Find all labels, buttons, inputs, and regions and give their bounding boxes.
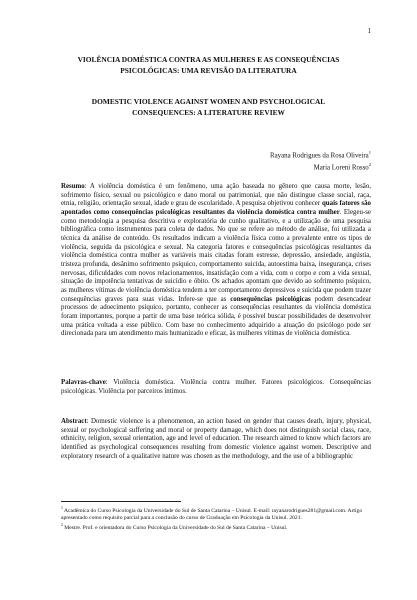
footnote-1 bbox=[61, 505, 371, 522]
resumo-highlight-objective: quais fatores são apontados como consequências psicológicas resultantes da violência doméstica contra mulher bbox=[61, 200, 371, 216]
title-pt-line-2: PSICOLÓGICAS: UMA REVISÃO DA LITERATURA bbox=[120, 65, 297, 75]
footnote-2-mark: 2 bbox=[61, 523, 63, 528]
page-number: 1 bbox=[367, 27, 371, 35]
footnotes bbox=[61, 505, 371, 532]
keywords-label: Palavras-chave bbox=[61, 379, 106, 386]
footnote-2 bbox=[61, 522, 371, 532]
author-2 bbox=[314, 160, 371, 172]
author-1-footnote-mark: 1 bbox=[368, 150, 371, 155]
footnote-2-text: Mestre. Prof. e orientadora do Curso Psicologia da Universidade do Sul de Santa Catarina – Unisul. bbox=[62, 524, 288, 531]
resumo-label: Resumo bbox=[61, 183, 85, 190]
author-1 bbox=[270, 148, 371, 160]
author-1-name: Rayana Rodrigues da Rosa Oliveira bbox=[270, 152, 369, 160]
footnote-divider bbox=[61, 501, 181, 502]
footnote-1-mark: 1 bbox=[61, 506, 63, 510]
resumo-highlight-consequences: consequências psicológicas bbox=[230, 295, 311, 303]
title-english bbox=[50, 97, 367, 118]
footnote-1-text: Acadêmica do Curso Psicologia da Universidade do Sul de Santa Catarina – Unisul. E-mail: rayanarodrigues281@gmail.com. Artigo apresentado como requisito parcial para a conclusão do curso de Graduação em Psicologia da Unisul. 2021. bbox=[61, 507, 363, 521]
resumo-text-3: podem desencadear processos de adoecimento psíquico, portanto, conhecer as consequências resultantes da violência doméstica foram importantes, porque a partir de uma base teórica sólida, é possível buscar possibilidades de desenvolver uma prática voltada a esse público. Com base no conhecimento adquirido a atuação do psicólogo pode ser direcionada para um atendimento mais humanizado e eficaz, às mulheres vítimas de violência doméstica. bbox=[61, 295, 371, 338]
resumo-paragraph bbox=[61, 183, 371, 339]
title-en-line-2: CONSEQUENCES: A LITERATURE REVIEW bbox=[132, 107, 285, 117]
keywords-text: : Violência doméstica. Violência contra mulher. Fatores psicológicos. Consequências psicológicas. Violência por parceiros íntimos. bbox=[61, 379, 371, 395]
abstract-text: : Domestic violence is a phenomenon, an action based on gender that causes death, injury, physical, sexual or psychological suffering and moral or property damage, which does not distinguish social class, race, ethnicity, religion, sexual orientation, age and level of education. The research aimed to know which factors are identified as psychological consequences resulting from domestic violence against women. Descriptive and exploratory research of a qualitative nature was chosen as the methodology, and the use of a bibliographic bbox=[61, 418, 371, 460]
keywords-paragraph bbox=[61, 379, 371, 396]
author-2-name: Maria Loreni Rosso bbox=[313, 164, 369, 172]
resumo-text-2: . Elegeu-se como metodologia a pesquisa descritiva e exploratória de cunho qualitativo, e a utilização de uma pesquisa bibliográfica como instrumentos para coleta de dados. No que se refere ao método de análise, foi utilizada a técnica da análise de conteúdo. Os resultados indicam a violência física como a prevalente entre os tipos de violência, seguida da psicológica e sexual. Na categoria fatores e consequências psicológicas resultantes da violência doméstica contra mulher as variáveis mais citadas foram estresse, depressão, ansiedade, angústia, tristeza profunda, desânimo sofrimento psíquico, comportamento suicida, autoestima baixa, insegurança, crises nervosas, dificuldades com novos relacionamentos, insatisfação com a vida, com o corpo e com a vida sexual, situação de impotência tentativas de suicídio e óbito. Os achados apontam que devido ao sofrimento psíquico, as mulheres vítimas de violência doméstica tendem a ter comportamento depressivos e suicida que podem trazer consequências graves para suas vidas. Infere-se que as bbox=[61, 208, 371, 303]
title-pt-line-1: VIOLÊNCIA DOMÉSTICA CONTRA AS MULHERES E AS CONSEQUÊNCIAS bbox=[77, 55, 340, 64]
author-2-footnote-mark: 2 bbox=[368, 162, 371, 167]
resumo-text-1: : A violência doméstica é um fenômeno, uma ação baseada no gênero que causa morte, lesão, sofrimento físico, sexual ou psicológico e dano moral ou patrimonial, que não distingue classe social, raça, etnia, religião, orientação sexual, idade e grau de escolaridade. A pesquisa objetivou conhecer bbox=[61, 183, 371, 208]
abstract-paragraph bbox=[61, 418, 371, 461]
abstract-label: Abstract bbox=[61, 418, 87, 425]
title-portuguese bbox=[50, 55, 367, 76]
title-en-line-1: DOMESTIC VIOLENCE AGAINST WOMEN AND PSYCHOLOGICAL bbox=[91, 97, 326, 106]
